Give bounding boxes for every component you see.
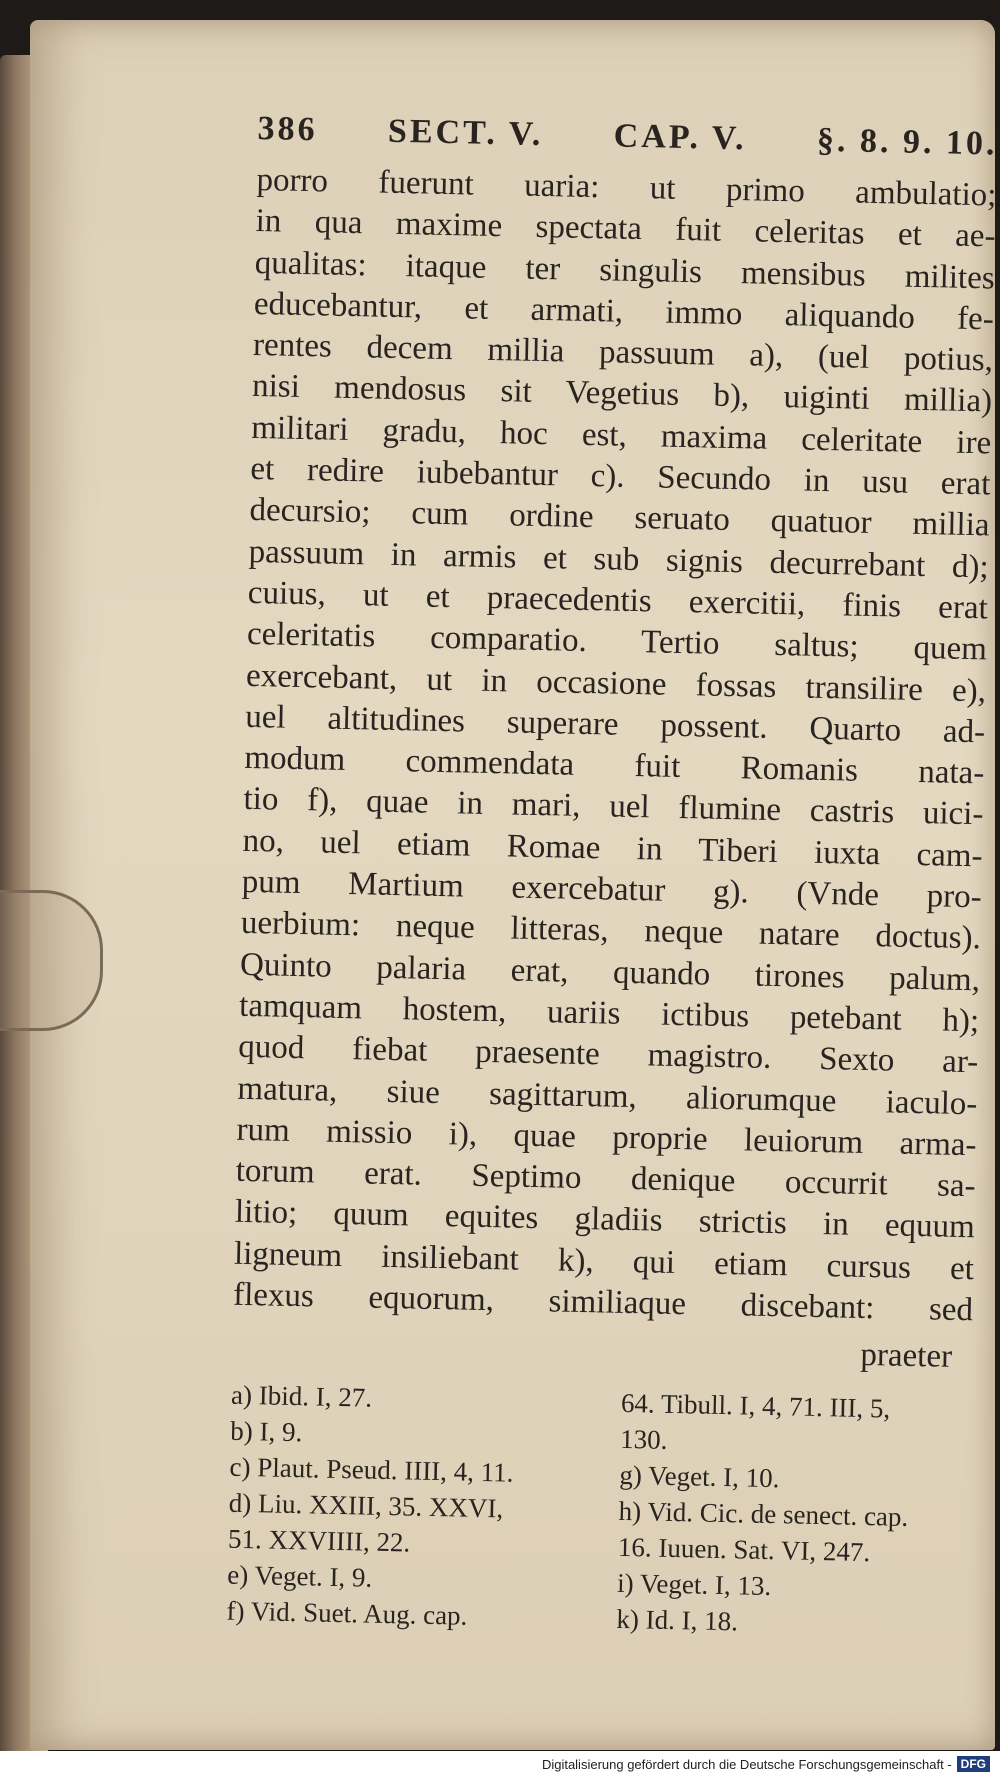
footnote-line: 130. bbox=[619, 1424, 668, 1456]
footnote-line: i) Veget. I, 13. bbox=[616, 1568, 772, 1602]
section-label: SECT. V. bbox=[387, 112, 544, 153]
text-line: exercebant, ut in occasione fossas transilire e), bbox=[245, 657, 987, 709]
footnotes-right-column bbox=[616, 1385, 971, 1644]
text-line: in qua maxime spectata fuit celeritas et ae- bbox=[255, 203, 996, 255]
text-line: rentes decem millia passuum a), (uel potius, bbox=[252, 327, 994, 379]
footnotes-left-column bbox=[226, 1377, 581, 1636]
text-line: litio; quum equites gladiis strictis in equum bbox=[234, 1194, 976, 1246]
text-line: modum commendata fuit Romanis nata- bbox=[244, 740, 985, 792]
chapter-label: CAP. V. bbox=[613, 117, 747, 158]
text-line: et redire iubebantur c). Secundo in usu erat bbox=[250, 451, 991, 503]
footnote-line: 64. Tibull. I, 4, 71. III, 5, bbox=[620, 1388, 891, 1424]
text-line: matura, siue sagittarum, aliorumque iaculo- bbox=[237, 1070, 978, 1122]
catchword: praeter bbox=[860, 1337, 953, 1376]
text-line: flexus equorum, similiaque discebant: sed bbox=[232, 1276, 974, 1329]
footnote-line: c) Plaut. Pseud. IIII, 4, 11. bbox=[229, 1452, 514, 1488]
footnotes bbox=[226, 1377, 971, 1644]
dfg-logo: DFG bbox=[957, 1756, 990, 1772]
text-line: celeritatis comparatio. Tertio saltus; quem bbox=[246, 616, 988, 668]
text-line: decursio; cum ordine seruato quatuor millia bbox=[249, 492, 990, 544]
footnote-line: 16. Iuuen. Sat. VI, 247. bbox=[617, 1532, 871, 1568]
text-line: tio f), quae in mari, uel flumine castris uici- bbox=[243, 781, 984, 833]
digitization-footer bbox=[0, 1751, 1000, 1777]
text-line: rum missio i), quae proprie leuiorum arma- bbox=[236, 1111, 977, 1164]
footnote-line: d) Liu. XXIII, 35. XXVI, bbox=[228, 1488, 504, 1524]
footnote-line: g) Veget. I, 10. bbox=[619, 1460, 780, 1494]
ribbon-bookmark bbox=[0, 890, 103, 1031]
text-line: no, uel etiam Romae in Tiberi iuxta cam- bbox=[242, 822, 983, 875]
footnote-line: b) I, 9. bbox=[230, 1416, 303, 1448]
text-line: uerbium: neque litteras, neque natare doctus). bbox=[240, 905, 982, 957]
page-content bbox=[226, 110, 998, 1644]
text-line: cuius, ut et praecedentis exercitii, finis erat bbox=[247, 574, 989, 627]
footnote-line: h) Vid. Cic. de senect. cap. bbox=[618, 1496, 909, 1533]
text-line: nisi mendosus sit Vegetius b), uiginti millia) bbox=[251, 368, 993, 420]
text-line: Quinto palaria erat, quando tirones palum, bbox=[239, 946, 981, 998]
text-line: qualitas: itaque ter singulis mensibus milites bbox=[254, 244, 996, 297]
text-line: tamquam hostem, uariis ictibus petebant h); bbox=[238, 987, 980, 1040]
text-line: ligneum insiliebant k), qui etiam cursus et bbox=[233, 1235, 975, 1287]
footnote-line: e) Veget. I, 9. bbox=[226, 1559, 373, 1594]
text-line: uel altitudines superare possent. Quarto ad- bbox=[244, 698, 986, 751]
page-number: 386 bbox=[257, 110, 318, 149]
body-text bbox=[233, 160, 997, 1332]
book-page bbox=[30, 20, 998, 1750]
footnote-line: 51. XXVIIII, 22. bbox=[227, 1524, 411, 1558]
text-line: militari gradu, hoc est, maxima celeritate ire bbox=[250, 409, 992, 462]
running-head bbox=[257, 110, 998, 163]
paragraph-label: §. 8. 9. 10. bbox=[816, 121, 998, 163]
footnote-line: f) Vid. Suet. Aug. cap. bbox=[226, 1595, 468, 1632]
text-line: pum Martium exercebatur g). (Vnde pro- bbox=[241, 863, 983, 916]
footnote-line: a) Ibid. I, 27. bbox=[230, 1380, 373, 1413]
footer-credit: Digitalisierung gefördert durch die Deutsche Forschungsgemeinschaft - bbox=[541, 1756, 952, 1772]
text-line: passuum in armis et sub signis decurrebant d); bbox=[248, 533, 989, 586]
text-line: quod fiebat praesente magistro. Sexto ar- bbox=[237, 1029, 979, 1081]
footnote-line: k) Id. I, 18. bbox=[616, 1604, 739, 1637]
text-line: torum erat. Septimo denique occurrit sa- bbox=[235, 1152, 976, 1205]
text-line: educebantur, et armati, immo aliquando fe- bbox=[253, 285, 995, 338]
text-line: porro fuerunt uaria: ut primo ambulatio; bbox=[256, 161, 997, 214]
